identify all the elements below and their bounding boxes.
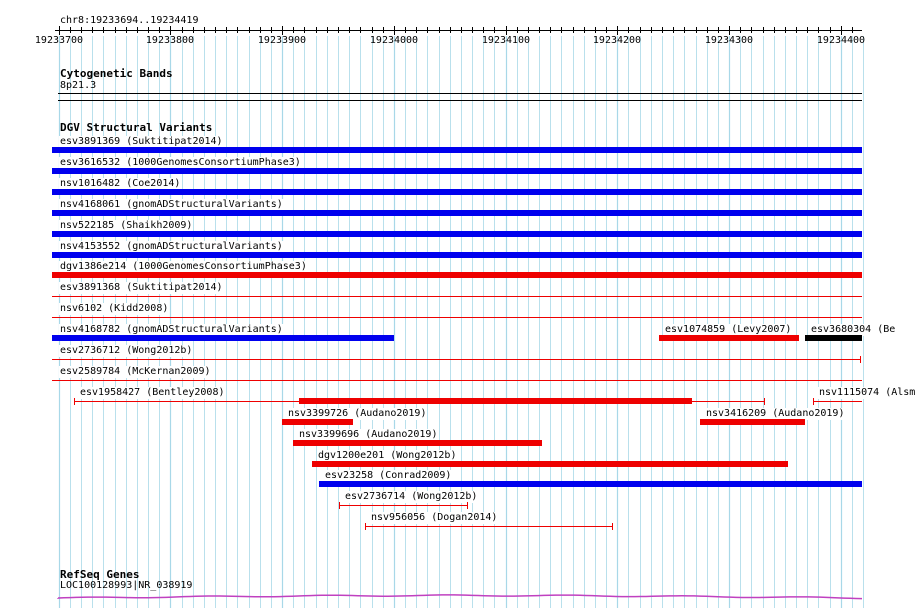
variant-bar[interactable] bbox=[319, 481, 862, 487]
ruler-minor-tick bbox=[92, 27, 93, 33]
ruler-minor-tick bbox=[550, 27, 551, 33]
variant-bar[interactable] bbox=[52, 189, 862, 195]
ruler-minor-tick bbox=[103, 27, 104, 33]
ruler-minor-tick bbox=[193, 27, 194, 33]
variant-bar[interactable] bbox=[52, 147, 862, 153]
ruler-minor-tick bbox=[304, 27, 305, 33]
variant-end-cap[interactable] bbox=[764, 398, 765, 405]
variant-end-cap[interactable] bbox=[339, 502, 340, 509]
variant-line[interactable] bbox=[52, 317, 862, 318]
variant-label[interactable]: nsv3399696 (Audano2019) bbox=[299, 428, 438, 440]
ruler-tick bbox=[394, 26, 395, 35]
variant-label[interactable]: nsv3399726 (Audano2019) bbox=[288, 407, 427, 419]
variant-bar[interactable] bbox=[312, 461, 788, 467]
ruler-minor-tick bbox=[383, 27, 384, 33]
ruler-minor-tick bbox=[818, 27, 819, 33]
ruler-minor-tick bbox=[573, 27, 574, 33]
variant-bar[interactable] bbox=[52, 231, 862, 237]
ruler-minor-tick bbox=[126, 27, 127, 33]
variant-end-cap[interactable] bbox=[612, 523, 613, 530]
ruler-minor-tick bbox=[662, 27, 663, 33]
variant-label[interactable]: esv2736712 (Wong2012b) bbox=[60, 345, 193, 356]
ruler-minor-tick bbox=[673, 27, 674, 33]
variant-end-cap[interactable] bbox=[467, 502, 468, 509]
ruler-minor-tick bbox=[115, 27, 116, 33]
ruler-minor-tick bbox=[584, 27, 585, 33]
ruler-minor-tick bbox=[684, 27, 685, 33]
ruler-minor-tick bbox=[528, 27, 529, 33]
ruler-minor-tick bbox=[215, 27, 216, 33]
variant-label[interactable]: esv2736714 (Wong2012b) bbox=[345, 491, 478, 503]
ruler-minor-tick bbox=[628, 27, 629, 33]
ruler-tick-label: 19233800 bbox=[145, 35, 195, 46]
ruler-minor-tick bbox=[316, 27, 317, 33]
cytoband-line bbox=[58, 100, 862, 101]
ruler-minor-tick bbox=[360, 27, 361, 33]
ruler-tick-label: 19233700 bbox=[34, 35, 84, 46]
variant-end-cap[interactable] bbox=[74, 398, 75, 405]
gene-feature[interactable] bbox=[0, 590, 890, 608]
ruler-minor-tick bbox=[740, 27, 741, 33]
ruler-minor-tick bbox=[807, 27, 808, 33]
variant-label[interactable]: nsv6102 (Kidd2008) bbox=[60, 303, 169, 315]
variant-bar[interactable] bbox=[52, 210, 862, 216]
variant-line[interactable] bbox=[339, 505, 468, 506]
ruler-minor-tick bbox=[271, 27, 272, 33]
locus-label: chr8:19233694..19234419 bbox=[60, 15, 199, 26]
ruler-minor-tick bbox=[651, 27, 652, 33]
ruler-minor-tick bbox=[226, 27, 227, 33]
ruler-minor-tick bbox=[595, 27, 596, 33]
ruler-minor-tick bbox=[293, 27, 294, 33]
ruler-minor-tick bbox=[137, 27, 138, 33]
ruler-minor-tick bbox=[148, 27, 149, 33]
variant-label[interactable]: dgv1200e201 (Wong2012b) bbox=[318, 449, 457, 461]
gene-label[interactable]: LOC100128993|NR_038919 bbox=[60, 580, 193, 591]
track-title-refseq[interactable]: RefSeq Genes bbox=[60, 568, 140, 581]
ruler-minor-tick bbox=[472, 27, 473, 33]
cytoband-line bbox=[58, 93, 862, 94]
ruler-minor-tick bbox=[416, 27, 417, 33]
ruler-minor-tick bbox=[405, 27, 406, 33]
variant-label[interactable]: dgv1386e214 (1000GenomesConsortiumPhase3) bbox=[60, 261, 307, 273]
ruler-tick bbox=[729, 26, 730, 35]
ruler-tick bbox=[506, 26, 507, 35]
variant-label[interactable]: nsv4168061 (gnomADStructuralVariants) bbox=[60, 198, 283, 210]
ruler-minor-tick bbox=[461, 27, 462, 33]
variant-bar[interactable] bbox=[659, 335, 799, 341]
variant-label[interactable]: esv1958427 (Bentley2008) bbox=[80, 386, 225, 398]
ruler-tick-label: 19234100 bbox=[481, 35, 531, 46]
ruler-minor-tick bbox=[260, 27, 261, 33]
variant-bar[interactable] bbox=[700, 419, 805, 425]
variant-label[interactable]: nsv4153552 (gnomADStructuralVariants) bbox=[60, 240, 283, 252]
variant-label[interactable]: nsv956056 (Dogan2014) bbox=[371, 512, 498, 524]
ruler-minor-tick bbox=[81, 27, 82, 33]
ruler-minor-tick bbox=[785, 27, 786, 33]
variant-label[interactable]: nsv1016482 (Coe2014) bbox=[60, 177, 181, 189]
ruler-minor-tick bbox=[763, 27, 764, 33]
ruler-minor-tick bbox=[517, 27, 518, 33]
ruler-tick-label: 19234300 bbox=[704, 35, 754, 46]
ruler-minor-tick bbox=[204, 27, 205, 33]
variant-bar[interactable] bbox=[52, 272, 862, 278]
ruler-tick-label: 19234200 bbox=[592, 35, 642, 46]
ruler-minor-tick bbox=[718, 27, 719, 33]
variant-label[interactable]: nsv1115074 (Alsm bbox=[819, 386, 916, 398]
variant-bar[interactable] bbox=[299, 398, 692, 404]
variant-label[interactable]: esv1074859 (Levy2007) bbox=[665, 324, 792, 336]
ruler-minor-tick bbox=[237, 27, 238, 33]
ruler-minor-tick bbox=[830, 27, 831, 33]
ruler-minor-tick bbox=[349, 27, 350, 33]
variant-bar[interactable] bbox=[282, 419, 353, 425]
ruler-minor-tick bbox=[439, 27, 440, 33]
variant-bar[interactable] bbox=[52, 168, 862, 174]
ruler-tick bbox=[170, 26, 171, 35]
ruler-minor-tick bbox=[561, 27, 562, 33]
ruler-minor-tick bbox=[159, 27, 160, 33]
ruler-minor-tick bbox=[372, 27, 373, 33]
variant-label[interactable]: esv23258 (Conrad2009) bbox=[325, 470, 452, 482]
variant-label[interactable]: esv2589784 (McKernan2009) bbox=[60, 365, 211, 377]
variant-label[interactable]: esv3616532 (1000GenomesConsortiumPhase3) bbox=[60, 156, 301, 168]
ruler-minor-tick bbox=[606, 27, 607, 33]
ruler-minor-tick bbox=[707, 27, 708, 33]
variant-label[interactable]: esv3891369 (Suktitipat2014) bbox=[60, 136, 223, 147]
variant-label[interactable]: nsv522185 (Shaikh2009) bbox=[60, 219, 193, 231]
ruler-minor-tick bbox=[70, 27, 71, 33]
ruler-minor-tick bbox=[852, 27, 853, 33]
ruler-minor-tick bbox=[450, 27, 451, 33]
ruler-minor-tick bbox=[796, 27, 797, 33]
variant-bar[interactable] bbox=[52, 335, 394, 341]
variant-end-cap[interactable] bbox=[860, 356, 861, 363]
variant-label[interactable]: nsv3416209 (Audano2019) bbox=[706, 407, 845, 419]
variant-line[interactable] bbox=[365, 526, 613, 527]
ruler-minor-tick bbox=[494, 27, 495, 33]
variant-label[interactable]: nsv4168782 (gnomADStructuralVariants) bbox=[60, 324, 283, 336]
variant-line[interactable] bbox=[52, 359, 861, 360]
variant-bar[interactable] bbox=[52, 252, 862, 258]
ruler-tick bbox=[59, 26, 60, 35]
ruler-minor-tick bbox=[483, 27, 484, 33]
variant-end-cap[interactable] bbox=[365, 523, 366, 530]
track-title-cytoband[interactable]: Cytogenetic Bands bbox=[60, 67, 173, 80]
ruler-tick bbox=[617, 26, 618, 35]
ruler-tick bbox=[841, 26, 842, 35]
track-title-dgv[interactable]: DGV Structural Variants bbox=[60, 121, 213, 134]
ruler-minor-tick bbox=[338, 27, 339, 33]
ruler-tick-label: 19234400 bbox=[816, 35, 866, 46]
ruler-minor-tick bbox=[539, 27, 540, 33]
ruler-minor-tick bbox=[249, 27, 250, 33]
ruler-minor-tick bbox=[751, 27, 752, 33]
variant-line[interactable] bbox=[52, 380, 862, 381]
ruler-minor-tick bbox=[327, 27, 328, 33]
ruler-tick-label: 19233900 bbox=[257, 35, 307, 46]
variant-line[interactable] bbox=[813, 401, 862, 402]
ruler-tick bbox=[282, 26, 283, 35]
ruler-minor-tick bbox=[640, 27, 641, 33]
ruler-minor-tick bbox=[182, 27, 183, 33]
ruler-minor-tick bbox=[774, 27, 775, 33]
variant-bar[interactable] bbox=[805, 335, 862, 341]
variant-bar[interactable] bbox=[293, 440, 542, 446]
variant-label[interactable]: esv3891368 (Suktitipat2014) bbox=[60, 282, 223, 294]
variant-end-cap[interactable] bbox=[813, 398, 814, 405]
variant-label[interactable]: esv3680304 (Be bbox=[811, 324, 896, 336]
ruler-minor-tick bbox=[427, 27, 428, 33]
cytoband-label[interactable]: 8p21.3 bbox=[60, 80, 97, 91]
variant-line[interactable] bbox=[52, 296, 862, 297]
ruler-minor-tick bbox=[696, 27, 697, 33]
ruler-tick-label: 19234000 bbox=[369, 35, 419, 46]
